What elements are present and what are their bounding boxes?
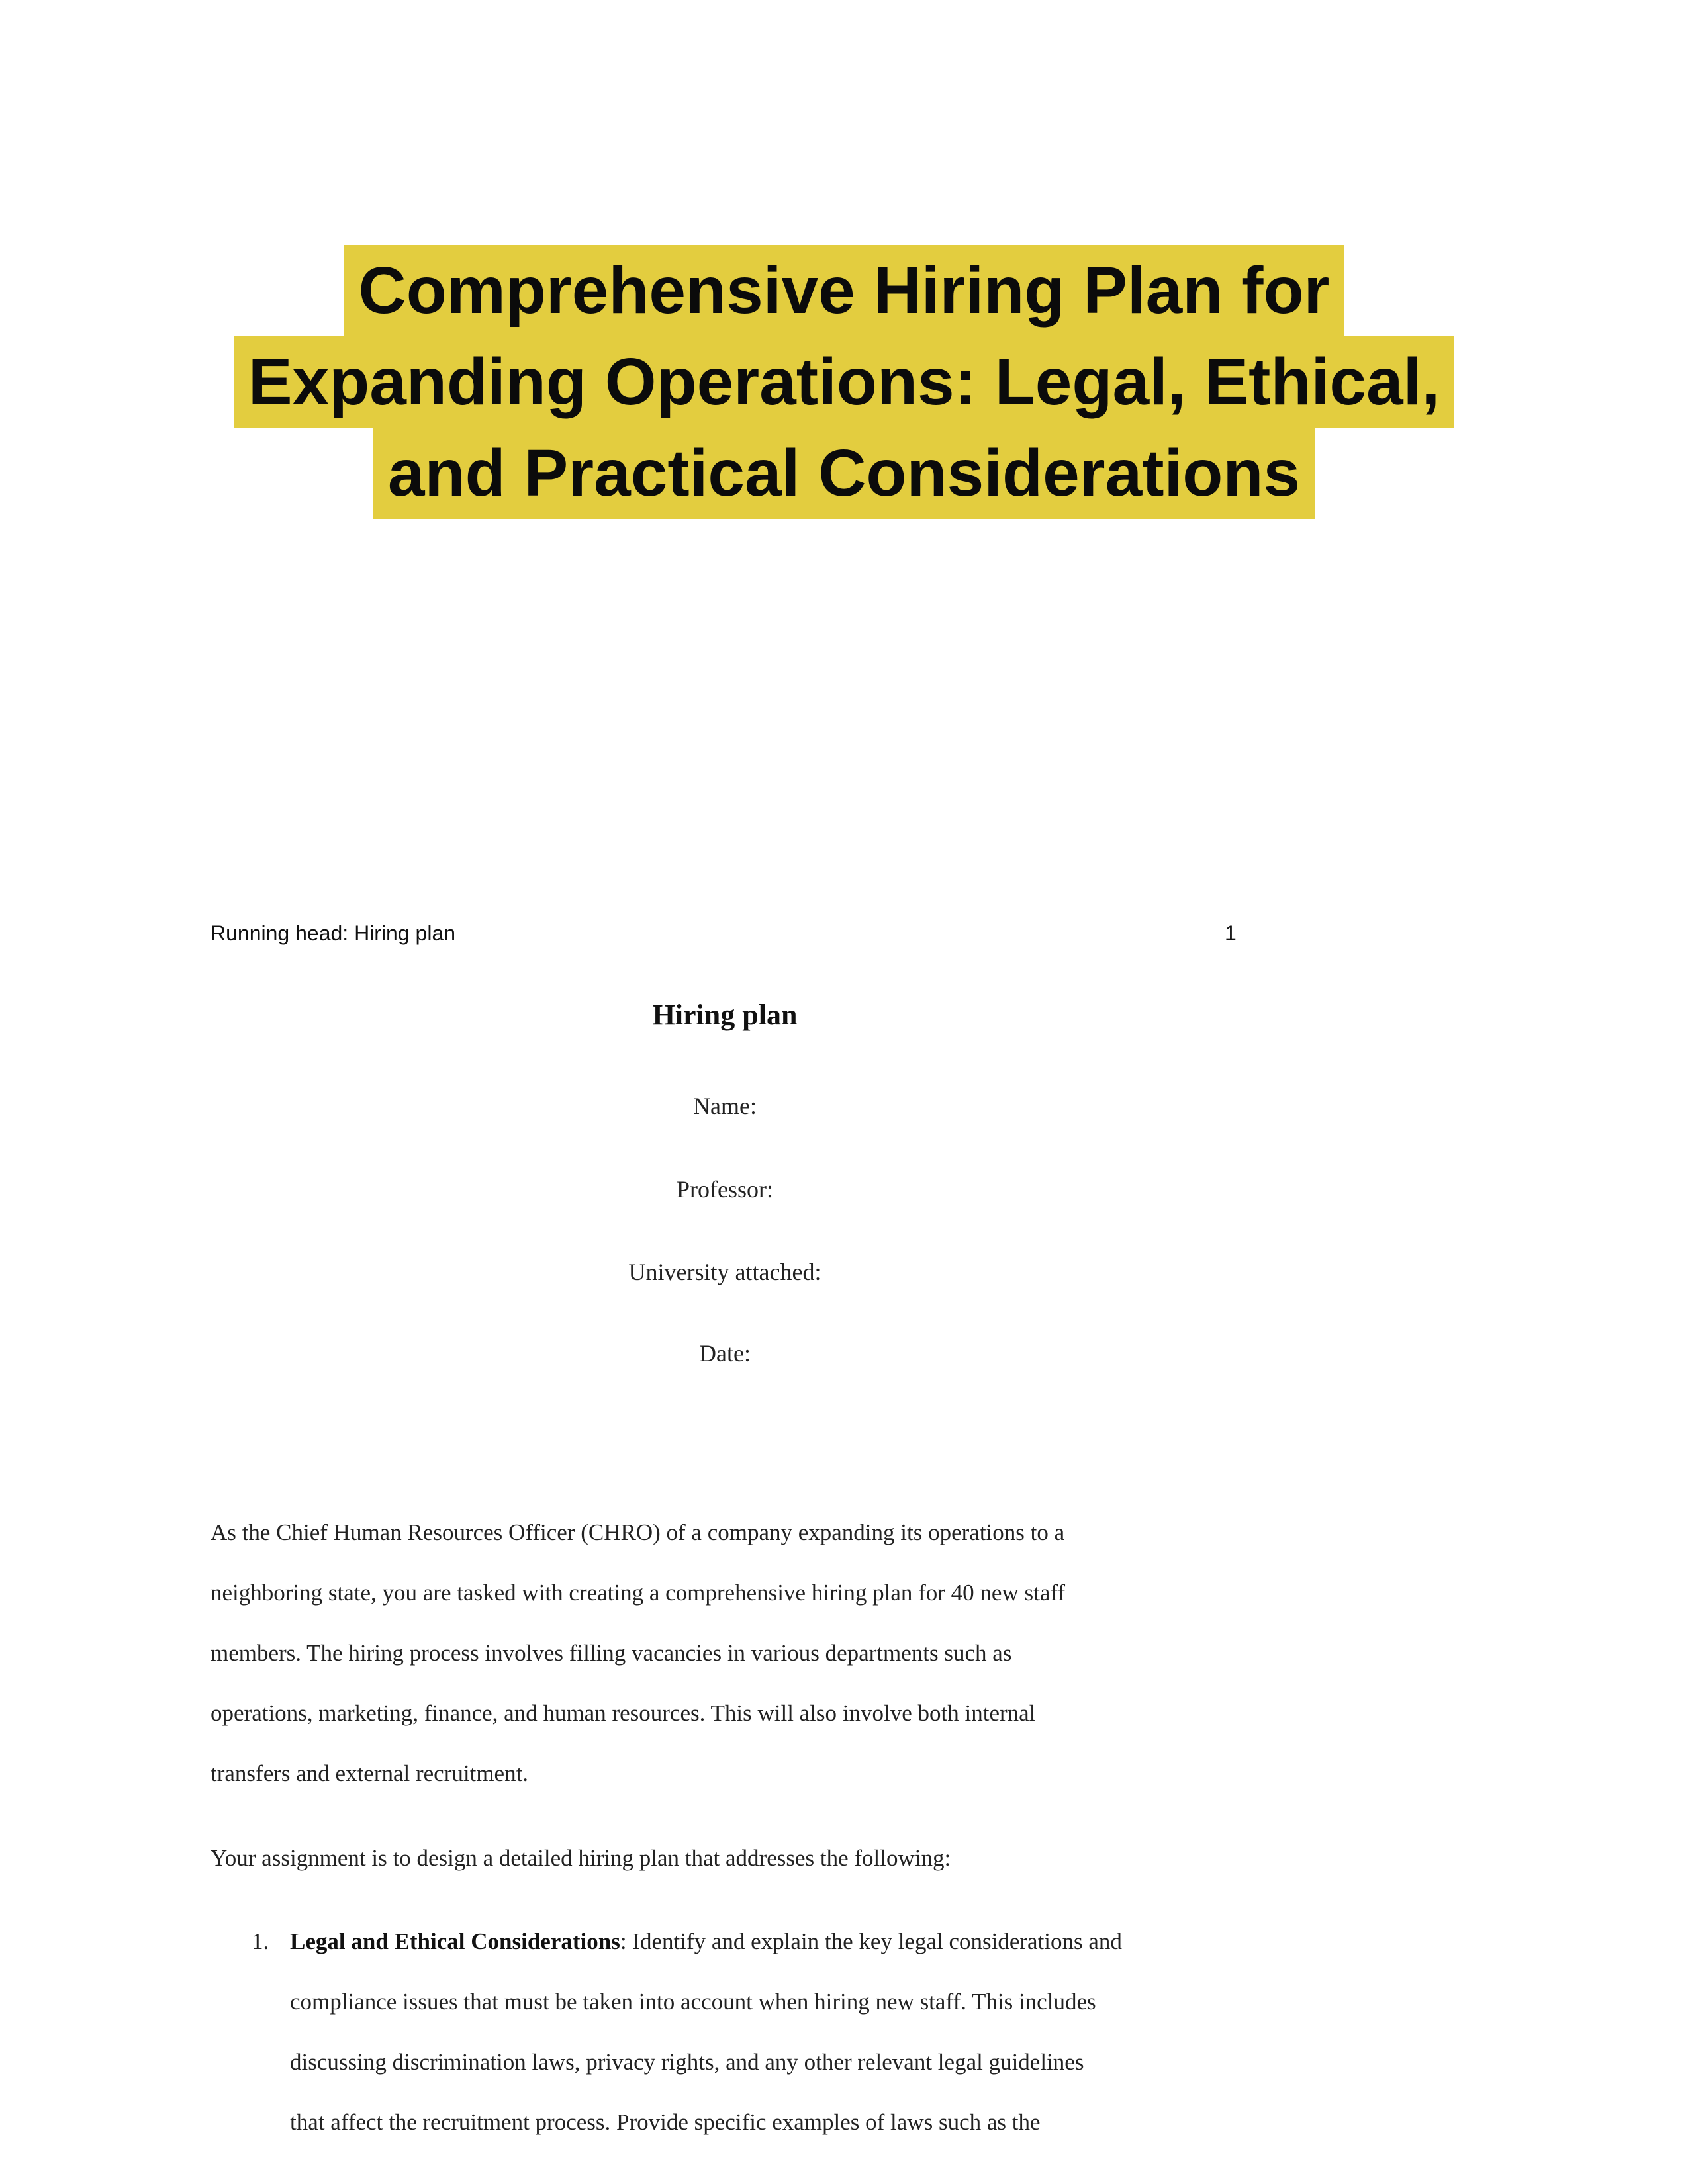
paragraph-line: members. The hiring process involves filling vacancies in various departments such as — [211, 1640, 1012, 1666]
document-title — [0, 245, 1688, 519]
intro-paragraph — [211, 1502, 1243, 1803]
list-item-line: discussing discrimination laws, privacy rights, and any other relevant legal guidelines — [290, 2049, 1084, 2075]
paragraph-line: operations, marketing, finance, and human resources. This will also involve both internal — [211, 1700, 1036, 1726]
list-item-first-line — [290, 1911, 1270, 1972]
page-number: 1 — [1225, 921, 1237, 945]
list-item-term: Legal and Ethical Considerations — [290, 1929, 620, 1954]
university-label: University attached: — [628, 1259, 821, 1285]
cover-title: Hiring plan — [652, 999, 798, 1031]
list-item-line: compliance issues that must be taken into account when hiring new staff. This includes — [290, 1989, 1096, 2015]
list-item-line: that affect the recruitment process. Provide specific examples of laws such as the — [290, 2109, 1041, 2135]
date-label: Date: — [699, 1340, 751, 1367]
assignment-paragraph: Your assignment is to design a detailed hiring plan that addresses the following: — [211, 1845, 951, 1871]
title-line: and Practical Considerations — [373, 428, 1315, 519]
name-label: Name: — [693, 1093, 757, 1119]
title-line: Expanding Operations: Legal, Ethical, — [234, 336, 1454, 428]
requirements-list — [211, 1911, 1270, 2152]
professor-label: Professor: — [677, 1176, 773, 1203]
list-item-text: : Identify and explain the key legal considerations and — [620, 1929, 1122, 1954]
paragraph-line: transfers and external recruitment. — [211, 1760, 529, 1786]
paragraph-line: neighboring state, you are tasked with creating a comprehensive hiring plan for 40 new staff — [211, 1580, 1066, 1606]
list-item — [211, 1911, 1270, 2152]
running-head: Running head: Hiring plan — [211, 921, 456, 945]
list-marker: 1. — [252, 1929, 269, 1954]
title-line: Comprehensive Hiring Plan for — [344, 245, 1344, 336]
paragraph-line: As the Chief Human Resources Officer (CHRO) of a company expanding its operations to a — [211, 1520, 1065, 1545]
